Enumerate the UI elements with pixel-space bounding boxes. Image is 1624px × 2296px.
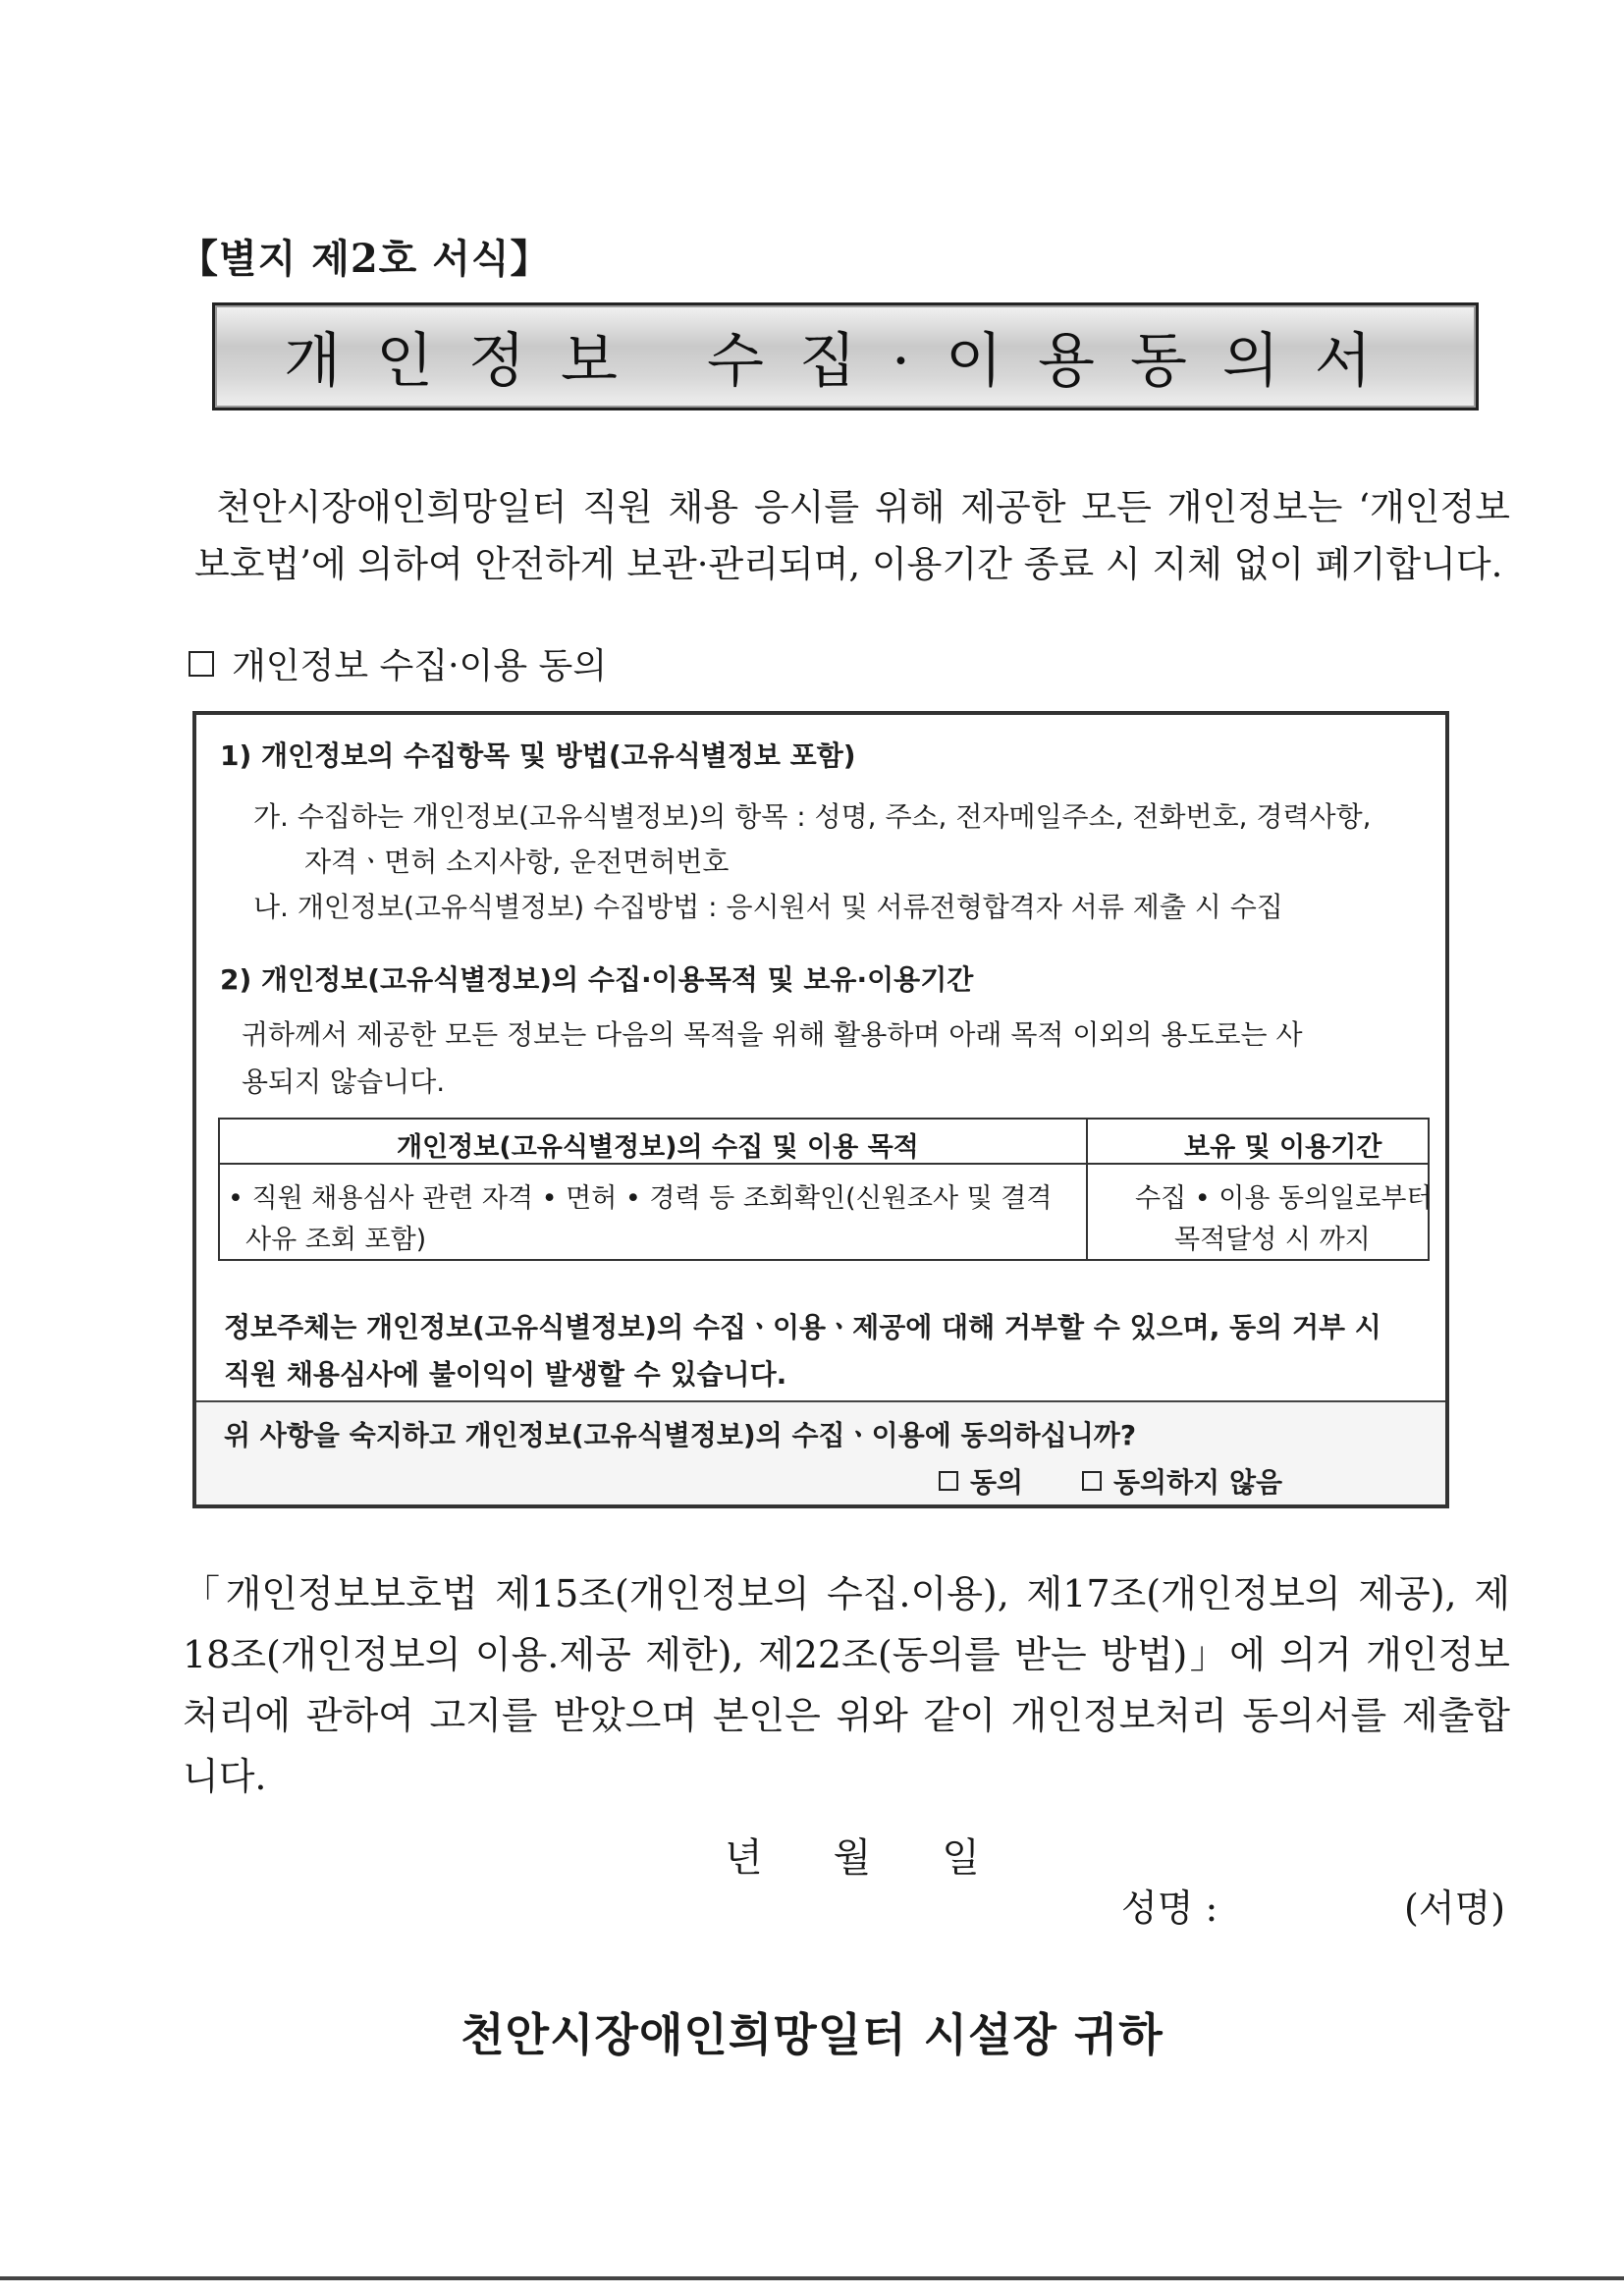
- agree-checkbox[interactable]: [939, 1471, 958, 1491]
- item1-a-line2: 자격ㆍ면허 소지사항, 운전면허번호: [304, 846, 730, 878]
- disagree-option[interactable]: [1082, 1461, 1282, 1501]
- item2-title: 2) 개인정보(고유식별정보)의 수집·이용목적 및 보유·이용기간: [220, 963, 974, 996]
- agree-label: 동의: [970, 1466, 1024, 1499]
- signature-mark: (서명): [1404, 1886, 1506, 1930]
- legal-statement: 「개인정보보호법 제15조(개인정보의 수집.이용), 제17조(개인정보의 제공), 제18조(개인정보의 이용.제공 제한), 제22조(동의를 받는 방법)」에 의거 개인정보처리에 관하여 고지를 받았으며 본인은 위와 같이 개인정보처리 동의서를 제출합니다.: [183, 1572, 1510, 1798]
- consent-section-checkbox[interactable]: [189, 651, 214, 677]
- item1-title: 1) 개인정보의 수집항목 및 방법(고유식별정보 포함): [220, 739, 856, 772]
- table-col1-line2: 사유 조회 포함): [245, 1225, 427, 1255]
- purpose-table: [218, 1118, 1433, 1261]
- notice-line1: 정보주체는 개인정보(고유식별정보)의 수집ㆍ이용ㆍ제공에 대해 거부할 수 있으며, 동의 거부 시: [224, 1311, 1381, 1343]
- table-col2-line2: 목적달성 시 까지: [1174, 1225, 1371, 1255]
- table-col1-line1: • 직원 채용심사 관련 자격 • 면허 • 경력 등 조회확인(신원조사 및 결격: [228, 1183, 1053, 1214]
- addressee: 천안시장애인희망일터 시설장 귀하: [460, 2008, 1164, 2061]
- date-month: 월: [833, 1835, 872, 1881]
- form-label: 【별지 제2호 서식】: [179, 236, 551, 282]
- item1-b: 나. 개인정보(고유식별정보) 수집방법 : 응시원서 및 서류전형합격자 서류 제출 시 수집: [253, 891, 1283, 923]
- consent-question: 위 사항을 숙지하고 개인정보(고유식별정보)의 수집ㆍ이용에 동의하십니까?: [224, 1419, 1137, 1451]
- intro-paragraph: 천안시장애인희망일터 직원 채용 응시를 위해 제공한 모든 개인정보는 ‘개인정보보호법’에 의하여 안전하게 보관·관리되며, 이용기간 종료 시 지체 없이 폐기합니다.: [194, 486, 1510, 585]
- item2-desc-line1: 귀하께서 제공한 모든 정보는 다음의 목적을 위해 활용하며 아래 목적 이외의 용도로는 사: [242, 1018, 1303, 1051]
- title-box: [212, 302, 1479, 410]
- item2-desc-line2: 용되지 않습니다.: [242, 1066, 446, 1098]
- consent-details-box: [192, 711, 1449, 1508]
- disagree-checkbox[interactable]: [1082, 1471, 1102, 1491]
- section-heading: [189, 638, 607, 688]
- signature-name-label: 성명 :: [1121, 1886, 1218, 1930]
- notice-line2: 직원 채용심사에 불이익이 발생할 수 있습니다.: [224, 1358, 787, 1391]
- table-col2-header: 보유 및 이용기간: [1184, 1132, 1382, 1163]
- scan-edge-line: [0, 2276, 1624, 2280]
- agree-option[interactable]: [939, 1461, 1023, 1501]
- date-day: 일: [942, 1835, 980, 1881]
- question-divider: [196, 1400, 1445, 1402]
- table-column-divider: [1086, 1120, 1088, 1259]
- item1-a-line1: 가. 수집하는 개인정보(고유식별정보)의 항목 : 성명, 주소, 전자메일주소, 전화번호, 경력사항,: [253, 800, 1372, 833]
- date-line: [725, 1827, 1051, 1883]
- section-title: 개인정보 수집·이용 동의: [232, 646, 608, 686]
- document-title: 개인정보 수집·이용동의서: [284, 327, 1407, 396]
- date-year: 년: [725, 1835, 763, 1881]
- disagree-label: 동의하지 않음: [1113, 1466, 1283, 1499]
- table-col2-line1: 수집 • 이용 동의일로부터: [1135, 1183, 1433, 1214]
- table-col1-header: 개인정보(고유식별정보)의 수집 및 이용 목적: [397, 1132, 919, 1163]
